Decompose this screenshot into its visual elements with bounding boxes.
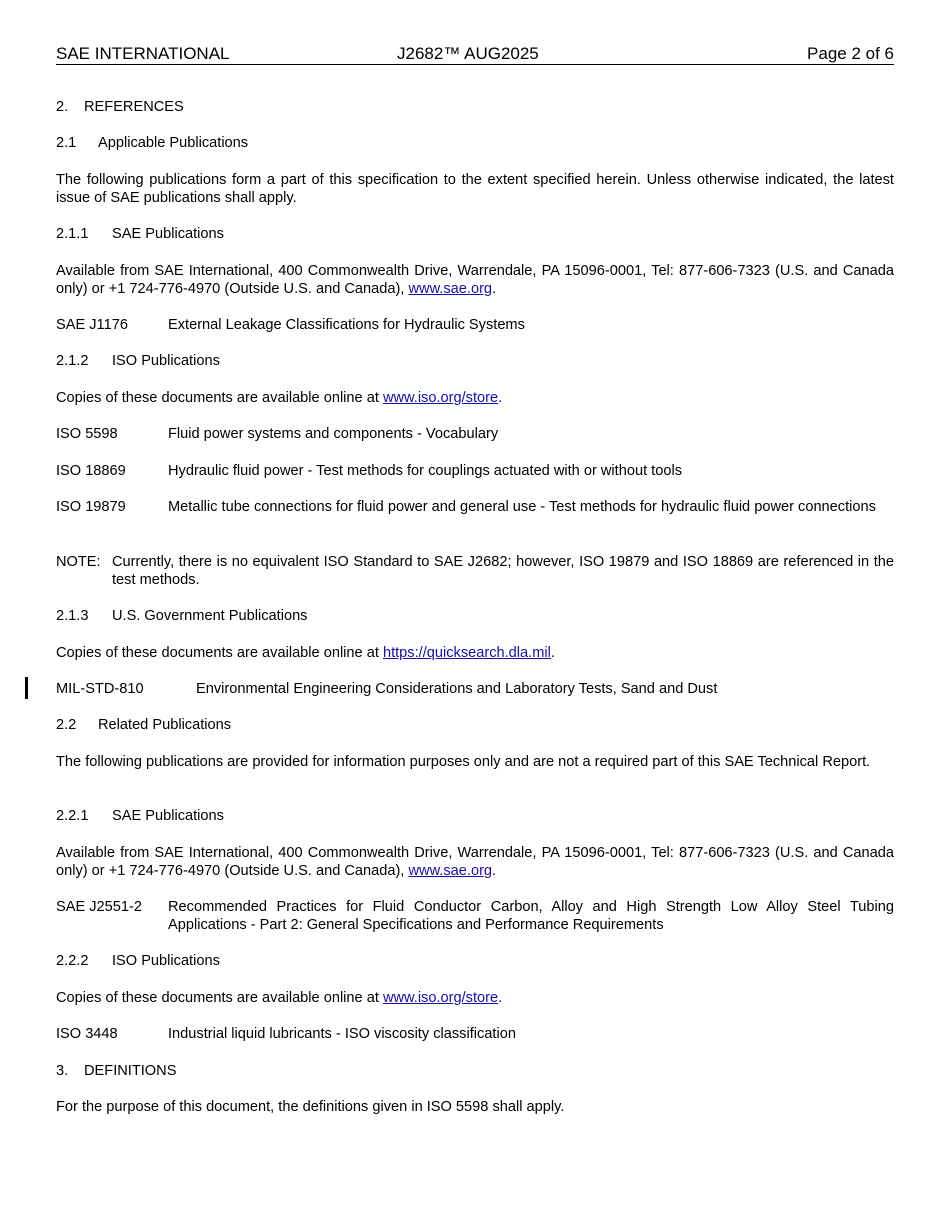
revision-change-bar — [25, 677, 28, 699]
section-heading-sae-publications: 2.1.1 SAE Publications — [56, 226, 224, 242]
section-heading-applicable-publications: 2.1 Applicable Publications — [56, 135, 249, 151]
section-heading-references: 2. REFERENCES — [56, 99, 184, 115]
header-doc-id: J2682™ AUG2025 — [397, 44, 539, 63]
iso-availability-text: Copies of these documents are available online at www.iso.org/store. — [56, 390, 503, 406]
iso-availability-text: Copies of these documents are available online at www.iso.org/store. — [56, 990, 503, 1006]
header-page-number: Page 2 of 6 — [807, 44, 894, 63]
reference-entry — [56, 498, 894, 516]
section-heading-iso-publications: 2.2.2 ISO Publications — [56, 953, 220, 969]
reference-entry — [56, 316, 894, 334]
sae-availability-text: Available from SAE International, 400 Commonwealth Drive, Warrendale, PA 15096-0001, Tel: 877-606-7323 (U.S. and Canada only) or +1 724-776-4970 (Outside U.S. and Canada), www.sae.org. — [56, 263, 894, 297]
note — [56, 553, 894, 589]
note-label: NOTE: — [56, 554, 101, 570]
reference-title: Industrial liquid lubricants - ISO viscosity classification — [168, 1026, 516, 1042]
reference-code: ISO 3448 — [56, 1026, 118, 1042]
section-heading-iso-publications: 2.1.2 ISO Publications — [56, 353, 220, 369]
reference-entry — [56, 680, 894, 698]
definitions-text: For the purpose of this document, the definitions given in ISO 5598 shall apply. — [56, 1099, 565, 1115]
section-heading-related-publications: 2.2 Related Publications — [56, 717, 232, 733]
reference-title: Recommended Practices for Fluid Conductor Carbon, Alloy and High Strength Low Alloy Steel Tubing Applications - Part 2: General Specifications and Performance Requirements — [168, 899, 894, 933]
reference-entry — [56, 1025, 894, 1043]
reference-code: SAE J1176 — [56, 317, 128, 333]
reference-entry — [56, 898, 894, 934]
sae-website-link[interactable]: www.sae.org — [408, 863, 493, 879]
header-org: SAE INTERNATIONAL — [56, 44, 230, 63]
reference-title: Hydraulic fluid power - Test methods for couplings actuated with or without tools — [168, 463, 683, 479]
reference-code: MIL-STD-810 — [56, 681, 144, 697]
reference-title: Fluid power systems and components - Vocabulary — [168, 426, 499, 442]
reference-code: SAE J2551-2 — [56, 899, 142, 915]
reference-entry — [56, 462, 894, 480]
sae-website-link[interactable]: www.sae.org — [408, 281, 493, 297]
dla-quicksearch-link[interactable]: https://quicksearch.dla.mil — [382, 645, 551, 661]
section-heading-sae-publications: 2.2.1 SAE Publications — [56, 808, 224, 824]
section-heading-definitions: 3. DEFINITIONS — [56, 1063, 177, 1079]
page-header — [56, 44, 894, 65]
section-heading-us-government-publications: 2.1.3 U.S. Government Publications — [56, 608, 308, 624]
applicable-publications-text: The following publications form a part of this specification to the extent specified herein. Unless otherwise indicated, the latest issue of SAE publications shall apply. — [56, 172, 894, 206]
iso-store-link[interactable]: www.iso.org/store — [382, 390, 499, 406]
sae-availability-text: Available from SAE International, 400 Commonwealth Drive, Warrendale, PA 15096-0001, Tel: 877-606-7323 (U.S. and Canada only) or +1 724-776-4970 (Outside U.S. and Canada), www.sae.org. — [56, 845, 894, 879]
dla-availability-text: Copies of these documents are available online at https://quicksearch.dla.mil. — [56, 645, 555, 661]
reference-title: Metallic tube connections for fluid power and general use - Test methods for hydraulic fluid power connections — [168, 499, 876, 515]
reference-title: Environmental Engineering Considerations and Laboratory Tests, Sand and Dust — [196, 681, 718, 697]
reference-code: ISO 18869 — [56, 463, 126, 479]
iso-store-link[interactable]: www.iso.org/store — [382, 990, 499, 1006]
note-text: Currently, there is no equivalent ISO Standard to SAE J2682; however, ISO 19879 and ISO 18869 are referenced in the test methods. — [112, 554, 894, 588]
reference-title: External Leakage Classifications for Hydraulic Systems — [168, 317, 525, 333]
reference-code: ISO 5598 — [56, 426, 118, 442]
related-publications-text: The following publications are provided for information purposes only and are not a required part of this SAE Technical Report. — [56, 754, 871, 770]
reference-entry — [56, 425, 894, 443]
reference-code: ISO 19879 — [56, 499, 126, 515]
